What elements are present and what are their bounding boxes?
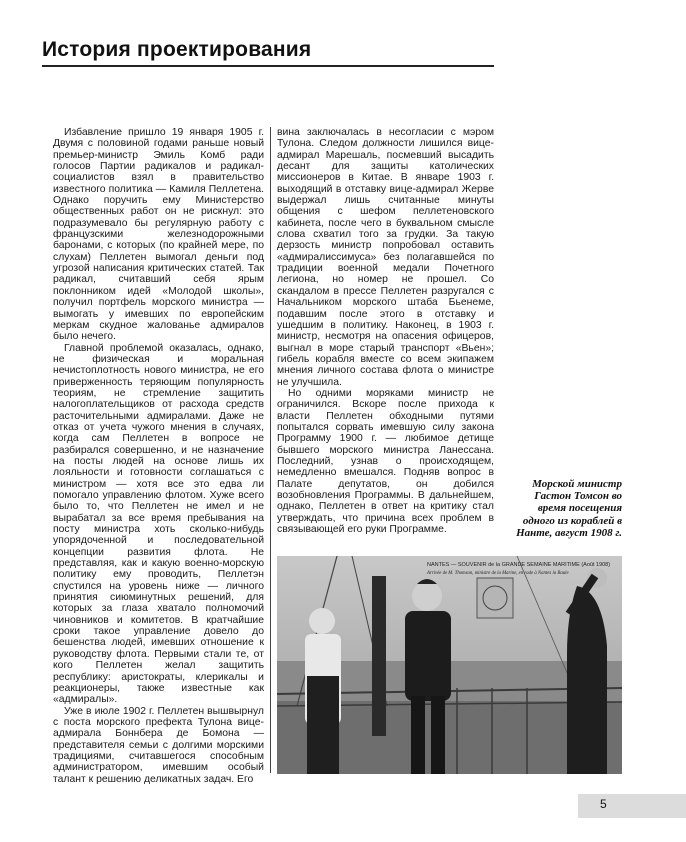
text-column-left [53,127,264,785]
title-rule [42,65,494,67]
paragraph: Избавление пришло 19 января 1905 г. Двумя с половиной годами раньше новый премьер-министр Эмиль Комб ради голосов Партии радикалов и радикал-социалистов взял в правительство известного политика — Камиля Пеллетена. Однако поручить ему Министерство общественных работ он не рискнул: это подразумевало бы регулярную работу с французскими железнодорожными баронами, с которых (по крайней мере, по слухам) Пеллетен вымогал деньги под угрозой написания критических статей. Так радикал, считавший себя ярым поклонником идей «Молодой школы», получил портфель морского министра — вымогать у имевших по европейским меркам скудное жалованье адмиралов было нечего. [53,127,264,343]
postcard-header-text: NANTES — SOUVENIR de la GRANDE SEMAINE MARITIME (Août 1908) [427,562,611,568]
paragraph: Главной проблемой оказалась, однако, не физическая и моральная нечистоплотность нового министра, не его приверженность теряющим популярность теориям, не стремление защитить налогоплательщиков от расхода средств расточительными адмиралами. Даже не отказ от учета чужого мнения в случаях, когда сам Пеллетен в вопросе не разбирался совершенно, и не назначение на посты людей на основе лишь их лояльности и готовности соглашаться с министром — хотя все это едва ли помогало управлению флотом. Хуже всего было то, что Пеллетен не имел и не вырабатал за все время пребывания на посту министра хоть сколько-нибудь упорядоченной и последовательной концепции развития флота. Не представляя, как и какую военно-морскую политику ему проводить, Пеллетэн спустился на уровень ниже — личного принятия сиюминутных решений, для которых за глаза хватало полномочий чиновников и комитетов. В кратчайшие сроки такое управление довело до бешенства людей, имевших отношение к руководству флота. Первыми стали те, от кого Пеллетен желал защитить республику: аристократы, клерикалы и реакционеры, также известные как «адмиралы». [53,342,264,706]
historic-photo [277,556,622,774]
page-title: История проектирования [42,38,312,61]
column-divider [270,127,271,773]
page-number-strip [578,794,686,818]
text-column-right [277,127,494,535]
page-number: 5 [600,797,607,811]
paragraph: Но одними моряками министр не ограничился. Вскоре после прихода к власти Пеллетен обходными путями попытался сорвать имевшую силу закона Программу 1900 г. — любимое детище бывшего морского министра Ланессана. Последний, узнав о происходящем, немедленно вмешался. Подняв вопрос в Палате депутатов, он добился возобновления Программы. В дальнейшем, однако, Пеллетен в ответ на критику стал утверждать, что причина всех проблем в связывающей его руки Программе. [277,387,494,536]
postcard-subheader-text: Arrivée de M. Thomson, ministre de la Marine, en rade à Nantes la Baule [427,571,569,576]
paragraph: Уже в июле 1902 г. Пеллетен вышвырнул с поста морского префекта Тулона вице-адмирала Боннбера де Бомона — представителя семьи с долгими морскими традициями, считавшегося способным администратором, имевшим особый талант к решению деликатных задач. Его [53,705,264,785]
figure-caption: Морской министр Гастон Томсон во время посещения одного из кораблей в Нанте, август 1908 г. [516,478,622,539]
paragraph: вина заключалась в несогласии с мэром Тулона. Следом должности лишился вице-адмирал Марешаль, посмевший высадить десант для защиты католических миссионеров в Китае. В январе 1903 г. выходящий в отставку вице-адмирал Жерве выдержал лишь считанные минуты общения с шефом пеллетеновского кабинета, после чего в буквальном смысле слова схватил того за грудки. За такую дерзость министр попробовал оставить «адмиралиссимуса» без полагавшейся по традиции военной медали Почетного легиона, но номер не прошел. Со скандалом в прессе Пеллетен разругался с Начальником морского штаба Бьенеме, подавшим после этого в отставку и ушедшим в политику. Наконец, в 1903 г. министр, несмотря на опасения офицеров, выгнал в море старый транспорт «Вьен»; гибель корабля вместе со всем экипажем мнения личного состава флота о министре не улучшила. [277,127,494,388]
